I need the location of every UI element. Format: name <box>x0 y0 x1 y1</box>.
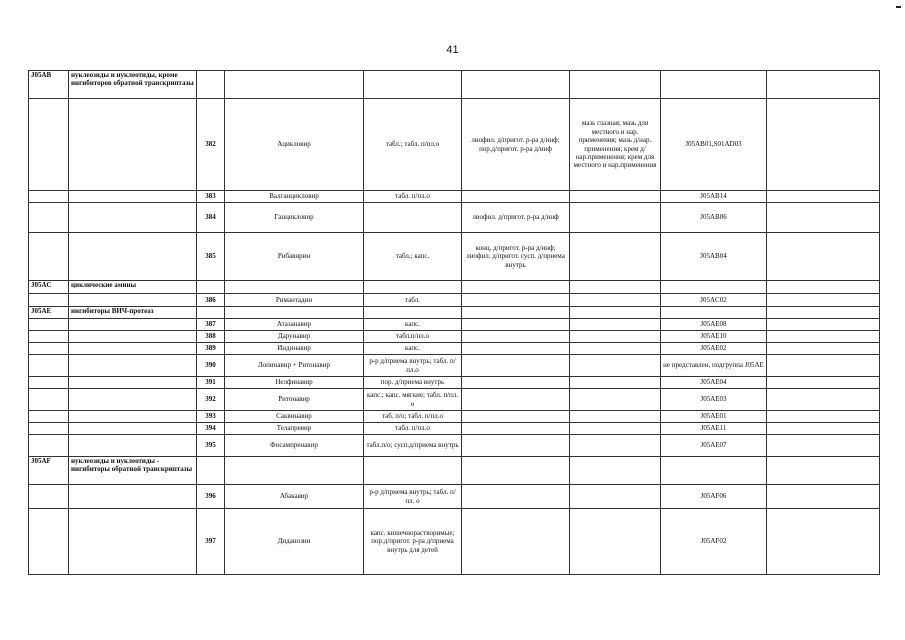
injection-form-cell <box>462 411 570 423</box>
dosage-form-cell: табл. <box>364 294 462 307</box>
injection-form-cell <box>462 294 570 307</box>
table-row <box>29 355 880 377</box>
row-number-cell: 389 <box>197 343 225 355</box>
atc-code-cell: J05AE02 <box>661 343 767 355</box>
group-name-cell: нуклеозиды и нуклеотиды, кроме ингибиторов обратной транскриптазы <box>69 71 197 99</box>
injection-form-cell <box>462 377 570 389</box>
empty-cell <box>29 377 69 389</box>
dosage-form-cell: табл.п/пл.о <box>364 331 462 343</box>
drug-name-cell: Валганцикловир <box>225 191 364 203</box>
external-form-cell <box>570 389 661 411</box>
injection-form-cell <box>462 331 570 343</box>
empty-cell <box>29 203 69 233</box>
empty-cell <box>69 343 197 355</box>
empty-cell <box>767 343 880 355</box>
row-number-cell: 397 <box>197 509 225 575</box>
group-row <box>29 281 880 294</box>
empty-cell <box>767 71 880 99</box>
atc-code-cell: J05AF <box>29 457 69 485</box>
empty-cell <box>570 281 661 294</box>
table-row <box>29 203 880 233</box>
empty-cell <box>29 509 69 575</box>
table-row <box>29 343 880 355</box>
external-form-cell <box>570 377 661 389</box>
dosage-form-cell: р-р д/приема внутрь; табл. п/пл. о <box>364 485 462 509</box>
empty-cell <box>462 457 570 485</box>
injection-form-cell <box>462 389 570 411</box>
dosage-form-cell: капс. кишечнорастворимые; пор.д/пригот. р-ра д/приема внутрь для детей <box>364 509 462 575</box>
empty-cell <box>364 307 462 319</box>
atc-code-cell: J05AF06 <box>661 485 767 509</box>
empty-cell <box>364 71 462 99</box>
atc-code-cell: J05AE08 <box>661 319 767 331</box>
drug-name-cell: Диданозин <box>225 509 364 575</box>
group-name-cell: нуклеозиды и нуклеотиды - ингибиторы обратной транскриптазы <box>69 457 197 485</box>
injection-form-cell <box>462 319 570 331</box>
table-row <box>29 191 880 203</box>
empty-cell <box>69 331 197 343</box>
empty-cell <box>29 99 69 191</box>
empty-cell <box>225 281 364 294</box>
empty-cell <box>364 457 462 485</box>
empty-cell <box>767 377 880 389</box>
empty-cell <box>767 355 880 377</box>
empty-cell <box>69 355 197 377</box>
atc-code-cell: J05AE11 <box>661 423 767 435</box>
drug-name-cell: Ритонавир <box>225 389 364 411</box>
row-number-cell: 388 <box>197 331 225 343</box>
external-form-cell <box>570 319 661 331</box>
row-number-cell: 384 <box>197 203 225 233</box>
atc-code-cell: J05AB06 <box>661 203 767 233</box>
empty-cell <box>767 203 880 233</box>
injection-form-cell <box>462 509 570 575</box>
external-form-cell <box>570 411 661 423</box>
empty-cell <box>364 281 462 294</box>
external-form-cell <box>570 331 661 343</box>
dosage-form-cell: пор. д/приема внутрь <box>364 377 462 389</box>
external-form-cell <box>570 191 661 203</box>
external-form-cell: мазь глазная; мазь для местного и нар. применения; мазь д/нар. применения; крем д/нар.применения; крем для местного и нар.применения <box>570 99 661 191</box>
table-row <box>29 377 880 389</box>
row-number-cell: 386 <box>197 294 225 307</box>
drug-name-cell: Абакавир <box>225 485 364 509</box>
empty-cell <box>69 509 197 575</box>
empty-cell <box>462 307 570 319</box>
table-row <box>29 435 880 457</box>
empty-cell <box>767 191 880 203</box>
empty-cell <box>661 307 767 319</box>
empty-cell <box>69 389 197 411</box>
atc-code-cell: J05AE04 <box>661 377 767 389</box>
row-number-cell: 395 <box>197 435 225 457</box>
external-form-cell <box>570 509 661 575</box>
empty-cell <box>29 355 69 377</box>
atc-code-cell: J05AE03 <box>661 389 767 411</box>
empty-cell <box>767 435 880 457</box>
empty-cell <box>767 99 880 191</box>
atc-code-cell: J05AE <box>29 307 69 319</box>
empty-cell <box>661 457 767 485</box>
empty-cell <box>29 294 69 307</box>
page-number: 41 <box>446 44 459 56</box>
table-row <box>29 485 880 509</box>
empty-cell <box>69 191 197 203</box>
atc-code-cell: J05AB <box>29 71 69 99</box>
drug-name-cell: Ацикловир <box>225 99 364 191</box>
group-row <box>29 307 880 319</box>
empty-cell <box>197 307 225 319</box>
dosage-form-cell: табл. п/пл.о <box>364 191 462 203</box>
dosage-form-cell: капс. <box>364 319 462 331</box>
atc-code-cell: J05AC <box>29 281 69 294</box>
empty-cell <box>29 485 69 509</box>
atc-code-cell: J05AB14 <box>661 191 767 203</box>
row-number-cell: 382 <box>197 99 225 191</box>
empty-cell <box>197 457 225 485</box>
row-number-cell: 390 <box>197 355 225 377</box>
atc-code-cell: J05AE10 <box>661 331 767 343</box>
empty-cell <box>69 99 197 191</box>
empty-cell <box>69 203 197 233</box>
dosage-form-cell: табл. п/пл.о <box>364 423 462 435</box>
table-row <box>29 319 880 331</box>
empty-cell <box>225 71 364 99</box>
group-row <box>29 457 880 485</box>
empty-cell <box>225 307 364 319</box>
atc-code-cell: не представлен, подгруппа J05AE <box>661 355 767 377</box>
empty-cell <box>197 281 225 294</box>
empty-cell <box>29 411 69 423</box>
drug-name-cell: Дарунавир <box>225 331 364 343</box>
empty-cell <box>29 233 69 281</box>
atc-code-cell: J05AC02 <box>661 294 767 307</box>
group-name-cell: циклические амины <box>69 281 197 294</box>
injection-form-cell: конц. д/пригот. р-ра д/инф; лиофил. д/пригот. сусп. д/приема внутрь <box>462 233 570 281</box>
empty-cell <box>767 331 880 343</box>
dosage-form-cell: таб. п/о; табл. п/пл.о <box>364 411 462 423</box>
empty-cell <box>69 435 197 457</box>
injection-form-cell <box>462 423 570 435</box>
empty-cell <box>570 457 661 485</box>
empty-cell <box>69 411 197 423</box>
empty-cell <box>462 71 570 99</box>
dosage-form-cell <box>364 203 462 233</box>
drug-name-cell: Лопинавир + Ритонавир <box>225 355 364 377</box>
dosage-form-cell: р-р д/приема внутрь; табл. п/пл.о <box>364 355 462 377</box>
empty-cell <box>462 281 570 294</box>
row-number-cell: 396 <box>197 485 225 509</box>
injection-form-cell <box>462 355 570 377</box>
dosage-form-cell: табл.; табл. п/пл.о <box>364 99 462 191</box>
empty-cell <box>767 294 880 307</box>
table-row <box>29 509 880 575</box>
dosage-form-cell: табл.п/о; сусп.д/приема внутрь <box>364 435 462 457</box>
row-number-cell: 383 <box>197 191 225 203</box>
empty-cell <box>661 281 767 294</box>
empty-cell <box>767 389 880 411</box>
empty-cell <box>225 457 364 485</box>
drug-name-cell: Нелфинавир <box>225 377 364 389</box>
empty-cell <box>29 423 69 435</box>
dosage-form-cell: капс.; капс. мягкие; табл. п/пл. о <box>364 389 462 411</box>
injection-form-cell: лиофил. д/пригот. р-ра д/инф <box>462 203 570 233</box>
row-number-cell: 391 <box>197 377 225 389</box>
drug-name-cell: Саквинавир <box>225 411 364 423</box>
empty-cell <box>197 71 225 99</box>
empty-cell <box>661 71 767 99</box>
atc-code-cell: J05AE01 <box>661 411 767 423</box>
empty-cell <box>767 411 880 423</box>
empty-cell <box>29 435 69 457</box>
empty-cell <box>29 331 69 343</box>
table-row <box>29 233 880 281</box>
empty-cell <box>570 71 661 99</box>
external-form-cell <box>570 485 661 509</box>
drug-name-cell: Телапревир <box>225 423 364 435</box>
drug-name-cell: Ганцикловир <box>225 203 364 233</box>
table-row <box>29 389 880 411</box>
empty-cell <box>69 294 197 307</box>
empty-cell <box>69 377 197 389</box>
injection-form-cell <box>462 191 570 203</box>
table-row <box>29 331 880 343</box>
group-row <box>29 71 880 99</box>
row-number-cell: 393 <box>197 411 225 423</box>
row-number-cell: 394 <box>197 423 225 435</box>
empty-cell <box>69 233 197 281</box>
external-form-cell <box>570 343 661 355</box>
injection-form-cell <box>462 485 570 509</box>
corner-mark <box>896 6 901 8</box>
empty-cell <box>69 319 197 331</box>
external-form-cell <box>570 423 661 435</box>
injection-form-cell <box>462 435 570 457</box>
dosage-form-cell: табл.; капс. <box>364 233 462 281</box>
external-form-cell <box>570 355 661 377</box>
external-form-cell <box>570 233 661 281</box>
drug-name-cell: Атазанавир <box>225 319 364 331</box>
empty-cell <box>767 319 880 331</box>
empty-cell <box>29 191 69 203</box>
empty-cell <box>767 281 880 294</box>
empty-cell <box>767 485 880 509</box>
empty-cell <box>29 343 69 355</box>
atc-code-cell: J05AE07 <box>661 435 767 457</box>
empty-cell <box>767 307 880 319</box>
atc-code-cell: J05AB04 <box>661 233 767 281</box>
empty-cell <box>29 319 69 331</box>
empty-cell <box>767 457 880 485</box>
table-row <box>29 423 880 435</box>
group-name-cell: ингибиторы ВИЧ-протеаз <box>69 307 197 319</box>
drug-name-cell: Рибавирин <box>225 233 364 281</box>
drug-name-cell: Индинавир <box>225 343 364 355</box>
external-form-cell <box>570 203 661 233</box>
external-form-cell <box>570 435 661 457</box>
table-row <box>29 411 880 423</box>
table-row <box>29 294 880 307</box>
empty-cell <box>767 509 880 575</box>
empty-cell <box>767 233 880 281</box>
injection-form-cell <box>462 343 570 355</box>
empty-cell <box>69 423 197 435</box>
table-row <box>29 99 880 191</box>
dosage-form-cell: капс. <box>364 343 462 355</box>
injection-form-cell: лиофил. д/пригот. р-ра д/инф; пор.д/пригот. р-ра д/инф <box>462 99 570 191</box>
empty-cell <box>570 307 661 319</box>
row-number-cell: 385 <box>197 233 225 281</box>
drug-name-cell: Фосампренавир <box>225 435 364 457</box>
drug-name-cell: Римантадин <box>225 294 364 307</box>
row-number-cell: 392 <box>197 389 225 411</box>
row-number-cell: 387 <box>197 319 225 331</box>
empty-cell <box>29 389 69 411</box>
atc-code-cell: J05AB01,S01AD03 <box>661 99 767 191</box>
empty-cell <box>767 423 880 435</box>
empty-cell <box>69 485 197 509</box>
drug-table <box>28 70 880 575</box>
external-form-cell <box>570 294 661 307</box>
atc-code-cell: J05AF02 <box>661 509 767 575</box>
